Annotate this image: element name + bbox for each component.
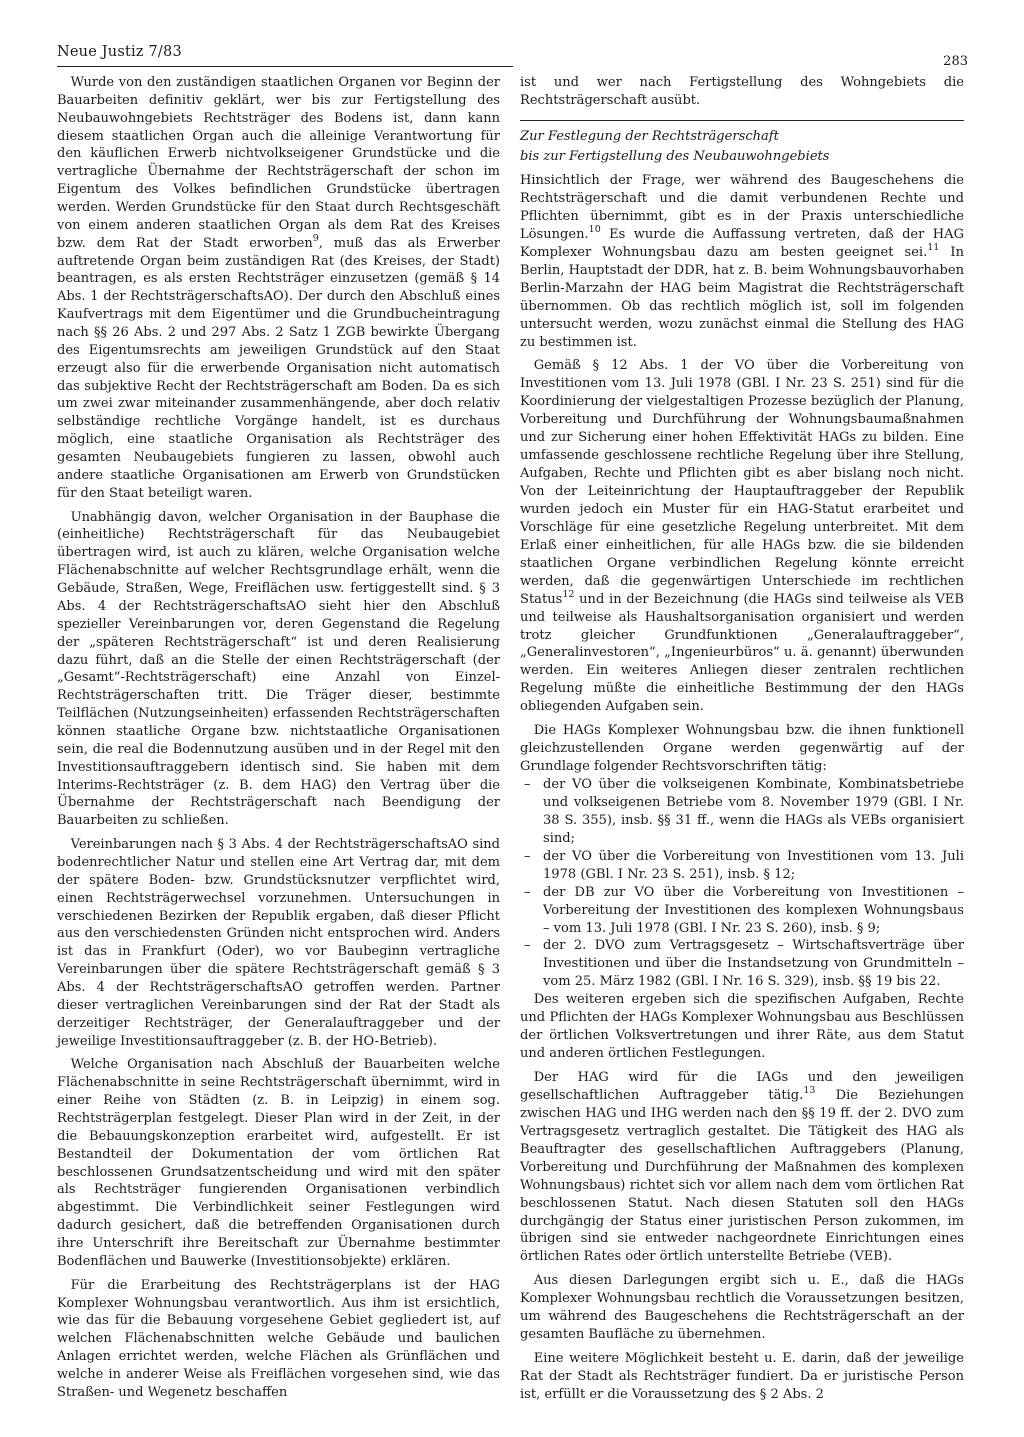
- paragraph-text: und in der Bezeichnung (die HAGs sind teilweise als VEB und teilweise als Haushaltsorganisation organisiert und werden trotz gleicher Grundfunktionen „Generalauftraggeber“, „Generalinvestoren“, „Ingenieurbüros“ u. ä. genannt) überwunden werden. Ein weiteres Anliegen dieser zentralen rechtlichen Regelung müßte die einheitliche Bestimmung der den HAGs obliegenden Aufgaben sein.: [520, 591, 964, 715]
- list-item: – der 2. DVO zum Vertragsgesetz – Wirtschaftsverträge über Investitionen und über die Instandsetzung von Grundmitteln – vom 25. März 1982 (GBl. I Nr. 16 S. 329), insb. §§ 19 bis 22.: [520, 937, 964, 991]
- section-heading: [520, 127, 964, 166]
- paragraph-text: , muß das als Erwerber auftretende Organ beim zuständigen Rat (des Kreises, der Stadt) beantragen, es als ersten Rechtsträger einzusetzen (gemäß § 14 Abs. 1 der RechtsträgerschaftsAO). Der durch den Abschluß eines Kaufvertrags mit dem Eigentümer und die Grundbucheintragung nach §§ 26 Abs. 2 und 297 Abs. 2 Satz 1 ZGB bewirkte Übergang des Eigentumsrechts am jeweiligen Grundstück auf den Staat erzeugt also für die erwerbende Organisation nicht automatisch das subjektive Recht der Rechtsträgerschaft am Boden. Da es sich um zwei zwar miteinander zusammenhängende, aber doch relativ selbständige rechtliche Vorgänge handelt, ist es durchaus möglich, eine staatliche Organisation als Rechtsträger des gesamten Neubaugebiets fungieren zu lassen, obwohl auch andere staatliche Organisationen am Erwerb von Grundstücken für den Staat beteiligt waren.: [57, 235, 500, 501]
- paragraph: Die HAGs Komplexer Wohnungsbau bzw. die ihnen funktionell gleichzustellenden Organe werden gegenwärtig auf der Grundlage folgender Rechtsvorschriften tätig:: [520, 723, 964, 775]
- paragraph-text: Hinsichtlich der Frage, wer während des Baugeschehens die Rechtsträgerschaft und die damit verbundenen Rechte und Pflichten übernimmt, gibt es in der Praxis unterschiedliche Lösungen.: [520, 173, 964, 242]
- journal-title: Neue Justiz 7/83: [57, 44, 182, 60]
- page-number: 283: [943, 54, 968, 69]
- footnote-ref: 9: [312, 232, 319, 244]
- list-item: – der DB zur VO über die Vorbereitung von Investitionen – Vorbereitung der Investitionen des komplexen Wohnungsbaus – vom 13. Juli 1978 (GBl. I Nr. 23 S. 260), insb. § 9;: [520, 884, 964, 938]
- paragraph-text: In Berlin, Hauptstadt der DDR, hat z. B. beim Wohnungsbauvorhaben Berlin-Marzahn der HAG beim Magistrat die Rechtsträgerschaft übernommen. Ob das rechtlich möglich ist, soll im folgenden untersucht werden, wozu zunächst einmal die Stellung des HAG zu bestimmen ist.: [520, 244, 964, 350]
- footnote-ref: 12: [562, 588, 575, 600]
- section-rule: [520, 120, 964, 121]
- paragraph: Eine weitere Möglichkeit besteht u. E. darin, daß der jeweilige Rat der Stadt als Rechtsträger fundiert. Da er juristische Person ist, erfüllt er die Voraussetzung des § 2 Abs. 2: [520, 1351, 964, 1402]
- paragraph-continued: ist und wer nach Fertigstellung des Wohngebiets die Rechtsträgerschaft ausübt.: [520, 75, 964, 108]
- left-column: [57, 74, 500, 1402]
- paragraph: Aus diesen Darlegungen ergibt sich u. E., daß die HAGs Komplexer Wohnungsbau rechtlich die Voraussetzungen besitzen, um während des Baugeschehens die Rechtsträgerschaft an der gesamten Baufläche zu übernehmen.: [520, 1273, 964, 1343]
- paragraph: Für die Erarbeitung des Rechtsträgerplans ist der HAG Komplexer Wohnungsbau verantwortlich. Aus ihm ist ersichtlich, wie das für die Bebauung vorgesehene Gebiet gegliedert ist, auf welchen Flächenabschnitten welche Gebäude und baulichen Anlagen errichtet werden, welche Flächen als Grünflächen und welche in anderer Weise als Freiflächen vorgesehen sind, wie das Straßen- und Wegenetz beschaffen: [57, 1277, 500, 1400]
- list-item: – der VO über die Vorbereitung von Investitionen vom 13. Juli 1978 (GBl. I Nr. 23 S. 251), insb. § 12;: [520, 848, 964, 884]
- paragraph: Vereinbarungen nach § 3 Abs. 4 der RechtsträgerschaftsAO sind bodenrechtlicher Natur und stellen eine Art Vertrag dar, mit dem der spätere Boden- bzw. Grundstücksnutzer verpflichtet wird, einen Rechtsträgerwechsel vorzunehmen. Untersuchungen in verschiedenen Bezirken der Republik ergaben, daß dieser Pflicht aus den verschiedensten Gründen nicht entsprochen wird. Anders ist das in Frankfurt (Oder), wo vor Baubeginn vertragliche Vereinbarungen über die spätere Rechtsträgerschaft gemäß § 3 Abs. 4 der RechtsträgerschaftsAO getroffen werden. Partner dieser vertraglichen Vereinbarungen sind der Rat der Stadt als derzeitiger Rechtsträger, der Generalauftraggeber und der jeweilige Investitionsauftraggeber (z. B. der HO-Betrieb).: [57, 837, 500, 1049]
- paragraph: [57, 74, 500, 503]
- regulation-list: [520, 776, 964, 991]
- paragraph: Des weiteren ergeben sich die spezifischen Aufgaben, Rechte und Pflichten der HAGs Komplexer Wohnungsbau aus Beschlüssen der örtlichen Volksvertretungen und ihrer Räte, aus dem Statut und anderen örtlichen Festlegungen.: [520, 992, 964, 1062]
- paragraph: Unabhängig davon, welcher Organisation in der Bauphase die (einheitliche) Rechtsträgerschaft für das Neubaugebiet übertragen wird, ist auch zu klären, welche Organisation welche Flächenabschnitte auf welcher Rechtsgrundlage erhält, wenn die Gebäude, Straßen, Wege, Freiflächen usw. fertiggestellt sind. § 3 Abs. 4 der RechtsträgerschaftsAO sieht hier den Abschluß spezieller Vereinbarungen vor, deren Gegenstand die Regelung der „späteren Rechtsträgerschaft“ ist und deren Realisierung dazu führt, daß an die Stelle der einen Rechtsträgerschaft (der „Gesamt“-Rechtsträgerschaft) eine Anzahl von Einzel-Rechtsträgerschaften tritt. Die Träger dieser, bestimmte Teilflächen (Nutzungseinheiten) erfassenden Rechtsträgerschaften können staatliche Organe bzw. nichtstaatliche Organisationen sein, die real die Bodennutzung ausüben und in der Regel mit den Investitionsauftraggebern identisch sind. Sie haben mit dem Interims-Rechtsträger (z. B. dem HAG) den Vertrag über die Übernahme der Rechtsträgerschaft nach Beendigung der Bauarbeiten zu schließen.: [57, 509, 500, 829]
- paragraph-text: Der HAG wird für die IAGs und den jeweiligen gesellschaftlichen Auftraggeber tätig.: [520, 1070, 964, 1103]
- paragraph-text: Die Beziehungen zwischen HAG und IHG werden nach den §§ 19 ff. der 2. DVO zum Vertragsgesetz vertraglich gestaltet. Die Tätigkeit des HAG als Beauftragter des gesellschaftlichen Auftraggebers (Planung, Vorbereitung und Durchführung der Maßnahmen des komplexen Wohnungsbaus) richtet sich vor allem nach dem vom örtlichen Rat beschlossenen Statut. Nach diesen Statuten soll den HAGs durchgängig der Status einer juristischen Person zukommen, im übrigen sind sie entweder nachgeordnete Einrichtungen eines örtlichen Rates oder örtlich unterstellte Betriebe (VEB).: [520, 1087, 964, 1265]
- paragraph: [520, 357, 964, 716]
- paragraph-text: Wurde von den zuständigen staatlichen Organen vor Beginn der Bauarbeiten definitiv geklärt, wer bis zur Fertigstellung des Neubauwohngebiets Rechtsträger des Bodens ist, dann kann diesem staatlichen Organ auch die alleinige Verantwortung für den käuflichen Erwerb nichtvolkseigener Grundstücke und die vertragliche Übernahme der Rechtsträgerschaft der schon im Eigentum des Volkes befindlichen Grundstücke übertragen werden. Werden Grundstücke für den Staat durch Rechtsgeschäft von einem anderen staatlichen Organ als dem Rat des Kreises bzw. dem Rat der Stadt erworben: [57, 75, 500, 251]
- footnote-ref: 13: [803, 1084, 816, 1096]
- header-rule: [57, 66, 513, 67]
- paragraph: [520, 1069, 964, 1266]
- paragraph-text: Gemäß § 12 Abs. 1 der VO über die Vorbereitung von Investitionen vom 13. Juli 1978 (GBl. I Nr. 23 S. 251) sind für die Koordinierung der vielgestaltigen Prozesse bezüglich der Planung, Vorbereitung und Durchführung der Wohnungsbaumaßnahmen und zur Sicherung einer hohen Effektivität HAGs zu bilden. Eine umfassende geschlossene rechtliche Regelung über ihre Stellung, Aufgaben, Rechte und Pflichten gibt es aber bislang noch nicht. Von der Leiteinrichtung der Hauptauftraggeber der Republik wurden jedoch ein Muster für ein HAG-Statut erarbeitet und Vorschläge für eine gesetzliche Regelung unterbreitet. Mit dem Erlaß einer einheitlichen, für alle HAGs bzw. die sie bildenden staatlichen Organe verbindlichen Regelung könnte erreicht werden, daß die gegenwärtigen Unterschiede im rechtlichen Status: [520, 358, 964, 607]
- paragraph-text: Es wurde die Auffassung vertreten, daß der HAG Komplexer Wohnungsbau dazu am besten geeignet sei.: [520, 226, 964, 260]
- list-item: – der VO über die volkseigenen Kombinate, Kombinatsbetriebe und volkseigenen Betriebe vom 8. November 1979 (GBl. I Nr. 38 S. 355), insb. §§ 31 ff., wenn die HAGs als VEBs organisiert sind;: [520, 776, 964, 848]
- page-header: [57, 40, 968, 69]
- footnote-ref: 11: [927, 241, 940, 253]
- paragraph: Welche Organisation nach Abschluß der Bauarbeiten welche Flächenabschnitte in seine Rechtsträgerschaft übernimmt, wird in einer Reihe von Städten (z. B. in Leipzig) in einem sog. Rechtsträgerplan festgelegt. Dieser Plan wird in der Zeit, in der die Bebauungskonzeption erarbeitet wird, aufgestellt. Er ist Bestandteil der Dokumentation der vom örtlichen Rat beschlossenen Grundsatzentscheidung und wird mit den später als Rechtsträger fungierenden Organisationen verbindlich abgestimmt. Die Verbindlichkeit seiner Festlegungen wird dadurch gesichert, daß die betreffenden Organisationen durch ihre Unterschrift ihre Bereitschaft zur Übernahme bestimmter Bodenflächen und Bauwerke (Investitionsobjekte) erklären.: [57, 1057, 500, 1269]
- section-heading-line: bis zur Fertigstellung des Neubauwohngebiets: [520, 148, 830, 164]
- section-heading-line: Zur Festlegung der Rechtsträgerschaft: [520, 129, 779, 145]
- paragraph: [520, 172, 964, 351]
- right-column: [520, 74, 964, 1404]
- footnote-ref: 10: [588, 223, 601, 235]
